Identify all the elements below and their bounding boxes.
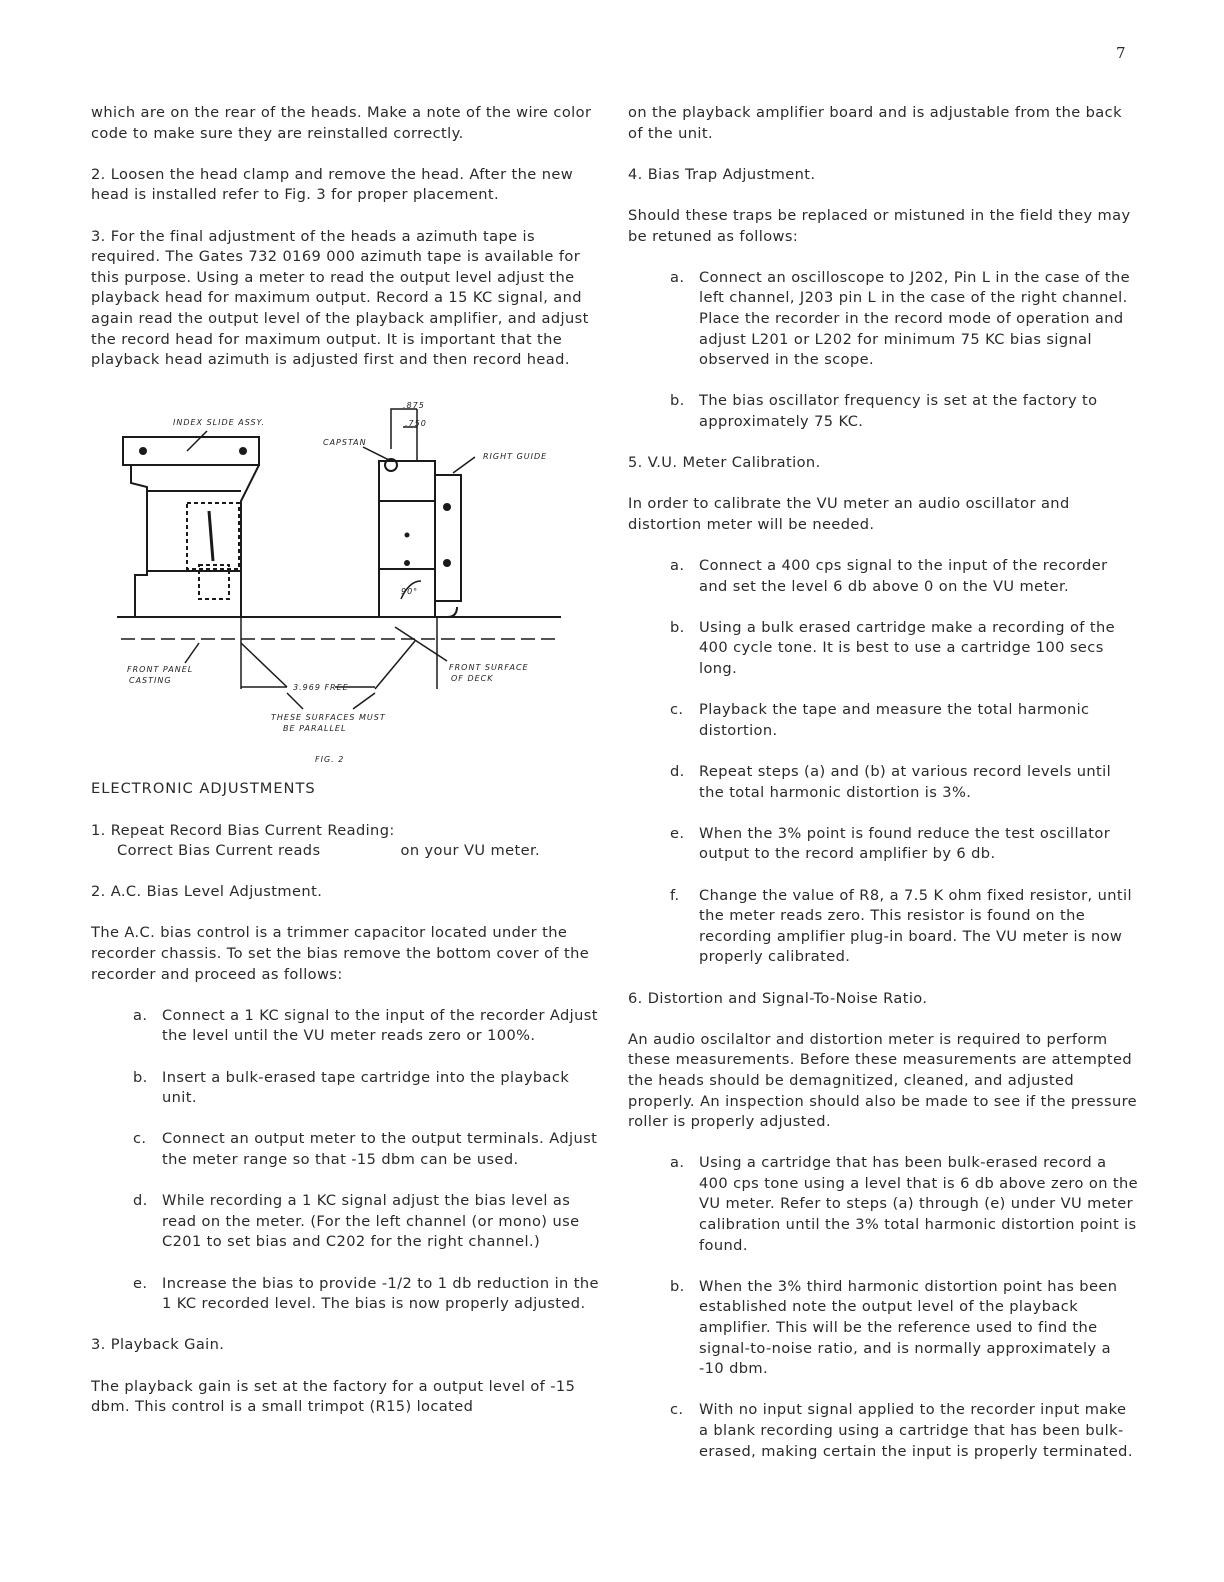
figure-caption: FIG. 2 — [315, 755, 345, 765]
left-column — [91, 103, 606, 1438]
list-item: f. Change the value of R8, a 7.5 K ohm fixed resistor, until the meter reads zero. This resistor is found on the recording amplifier plug-in board. The VU meter is now properly calibrated. — [670, 886, 1132, 966]
section-4-paragraph: Should these traps be replaced or mistuned in the field they may be retuned as follows: — [628, 206, 1131, 245]
list-item: a. Connect a 1 KC signal to the input of the recorder Adjust the level until the VU meter reads zero or 100%. — [133, 1006, 598, 1045]
list-item: a. Connect an oscilloscope to J202, Pin L in the case of the left channel, J203 pin L in the case of the right channel. Place the recorder in the record mode of operation and adjust L201 or L202 for minimum 75 KC bias signal observed in the scope. — [670, 268, 1130, 369]
list-item: b. Insert a bulk-erased tape cartridge into the playback unit. — [133, 1068, 570, 1107]
label-index-slide: INDEX SLIDE ASSY. — [173, 418, 265, 428]
list-item: d. Repeat steps (a) and (b) at various record levels until the total harmonic distortion is 3%. — [670, 763, 1112, 801]
list-item: e. Increase the bias to provide -1/2 to 1 db reduction in the 1 KC recorded level. The bias is now properly adjusted. — [133, 1274, 599, 1313]
label-capstan: CAPSTAN — [323, 438, 367, 448]
list-item: b. Using a bulk erased cartridge make a recording of the 400 cycle tone. It is best to use a cartridge 100 secs long. — [670, 618, 1115, 678]
section-6-heading: 6. Distortion and Signal-To-Noise Ratio. — [628, 989, 928, 1007]
list-item: b. The bias oscillator frequency is set at the factory to approximately 75 KC. — [670, 392, 1098, 430]
label-of-deck: OF DECK — [451, 674, 494, 684]
step-2-paragraph: 2. Loosen the head clamp and remove the head. After the new head is installed refer to Fig. 3 for proper placement. — [91, 165, 574, 204]
list-item: c. With no input signal applied to the recorder input make a blank recording using a cartridge that has been bulk-erased, making certain the input is properly terminated. — [670, 1401, 1133, 1460]
list-item: b. When the 3% third harmonic distortion point has been established note the output level of the playback amplifier. This will be the reference used to find the signal-to-noise ratio, and is normally approximately a -10 dbm. — [670, 1277, 1118, 1378]
screw-icon — [443, 503, 451, 511]
section-2-paragraph: The A.C. bias control is a trimmer capacitor located under the recorder chassis. To set the bias remove the bottom cover of the recorder and proceed as follows: — [91, 924, 590, 983]
step-1-line1: 1. Repeat Record Bias Current Reading: — [91, 821, 395, 839]
list-item: a. Connect a 400 cps signal to the input of the recorder and set the level 6 db above 0 on the VU meter. — [670, 557, 1108, 595]
list-item: d. While recording a 1 KC signal adjust the bias level as read on the meter. (For the left channel (or mono) use C201 to set bias and C202 for the right channel.) — [133, 1192, 580, 1251]
section-3-heading: 3. Playback Gain. — [91, 1336, 225, 1354]
label-right-guide: RIGHT GUIDE — [483, 452, 548, 462]
screw-icon — [405, 533, 410, 538]
label-surfaces-line1: THESE SURFACES MUST — [271, 713, 386, 723]
label-dim-875: .875 — [403, 401, 425, 411]
right-column — [628, 103, 1140, 1483]
section-5-paragraph: In order to calibrate the VU meter an audio oscillator and distortion meter will be needed. — [628, 495, 1070, 533]
screw-icon — [239, 447, 247, 455]
list-item: e. When the 3% point is found reduce the test oscillator output to the record amplifier by 6 db. — [670, 824, 1111, 863]
label-dim-free: 3.969 FREE — [293, 683, 349, 693]
label-dim-750: .750 — [405, 419, 427, 429]
electronic-adjustments-heading: ELECTRONIC ADJUSTMENTS — [91, 780, 316, 798]
step-1-line2a: Correct Bias Current reads — [117, 842, 321, 860]
label-front-surface: FRONT SURFACE — [449, 663, 529, 673]
section-4-heading: 4. Bias Trap Adjustment. — [628, 165, 816, 183]
page-number: 7 — [1116, 44, 1126, 62]
screw-icon — [139, 447, 147, 455]
list-item: c. Connect an output meter to the output terminals. Adjust the meter range so that -15 dbm can be used. — [133, 1130, 598, 1168]
section-3-paragraph: The playback gain is set at the factory for a output level of -15 dbm. This control is a small trimpot (R15) located — [91, 1377, 576, 1416]
figure-2-diagram — [91, 391, 561, 773]
label-front-panel: FRONT PANEL — [127, 665, 194, 675]
section-6-paragraph: An audio oscilaltor and distortion meter is required to perform these measurements. Before these measurements are attempted the heads should be demagnitized, cleaned, and adjusted properly. An inspection should also be made to see if the pressure roller is properly adjusted. — [628, 1030, 1138, 1131]
screw-icon — [443, 559, 451, 567]
section-5-heading: 5. V.U. Meter Calibration. — [628, 454, 821, 472]
section-2-heading: 2. A.C. Bias Level Adjustment. — [91, 883, 323, 901]
label-casting: CASTING — [129, 676, 172, 686]
intro-paragraph: which are on the rear of the heads. Make a note of the wire color code to make sure they are reinstalled correctly. — [91, 104, 592, 142]
list-item: a. Using a cartridge that has been bulk-erased record a 400 cps tone using a level that is 6 db above zero on the VU meter. Refer to steps (a) through (e) under VU meter calibration until the 3% total harmonic distortion point is found. — [670, 1154, 1139, 1254]
list-item: c. Playback the tape and measure the total harmonic distortion. — [670, 701, 1090, 739]
step-1-bias-current — [91, 821, 606, 862]
step-3-paragraph: 3. For the final adjustment of the heads a azimuth tape is required. The Gates 732 0169 000 azimuth tape is available for this purpose. Using a meter to read the output level adjust the playback head for maximum output. Record a 15 KC signal, and again read the output level of the playback amplifier, and adjust the record head for maximum output. It is important that the playback head azimuth is adjusted first and then record head. — [91, 227, 589, 369]
label-surfaces-line2: BE PARALLEL — [283, 724, 347, 734]
label-angle: 90° — [401, 587, 419, 597]
screw-icon — [404, 560, 410, 566]
step-1-line2b: on your VU meter. — [400, 842, 541, 860]
continued-paragraph: on the playback amplifier board and is adjustable from the back of the unit. — [628, 104, 1122, 142]
